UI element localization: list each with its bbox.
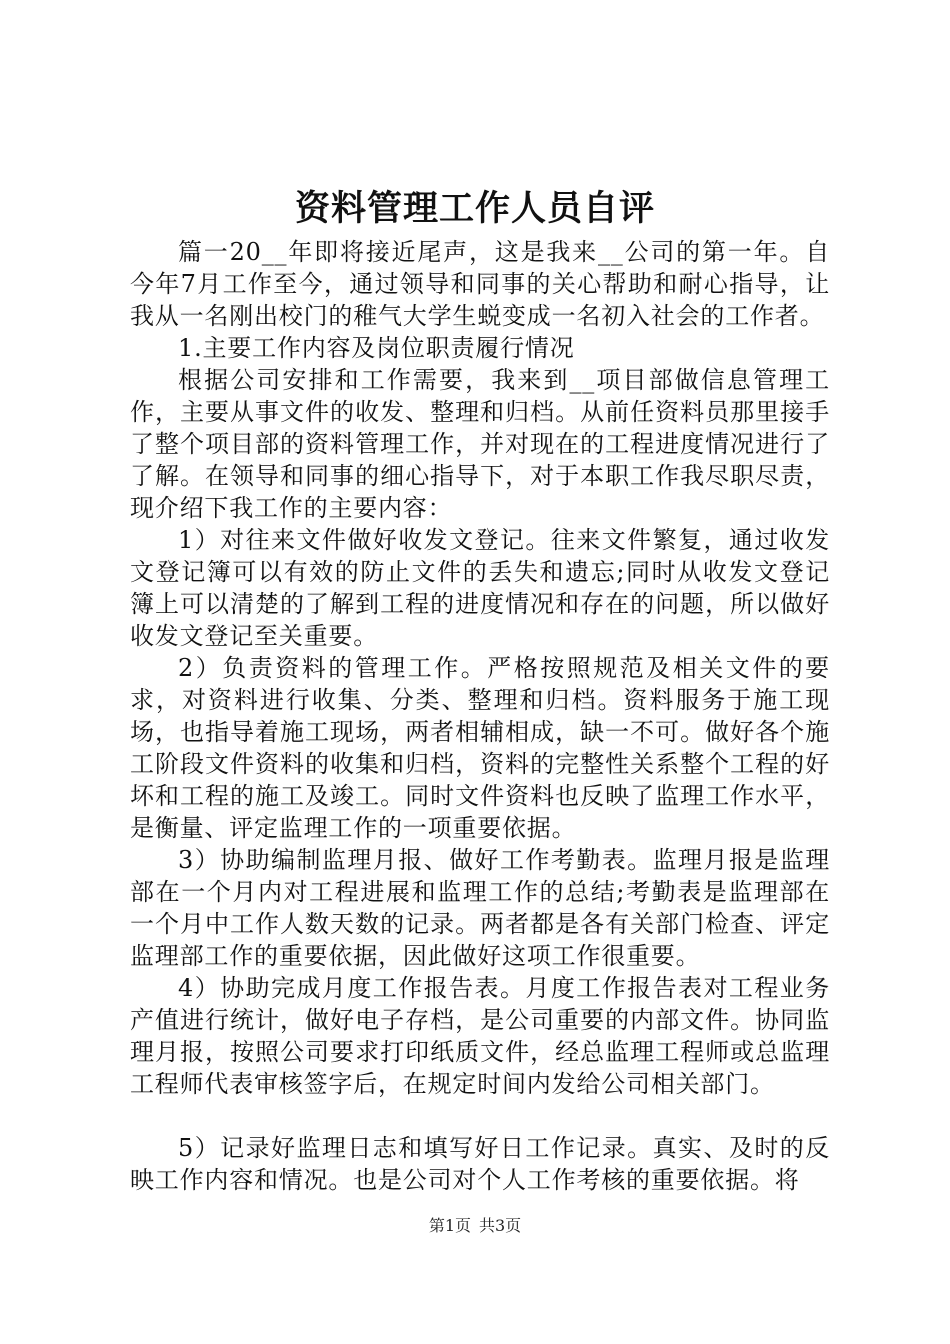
document-body — [130, 236, 830, 1196]
page-number-total: 共3页 — [479, 1216, 522, 1235]
section-heading-main-duties: 1.主要工作内容及岗位职责履行情况 — [178, 334, 575, 362]
paragraph-intro: 篇一20__年即将接近尾声，这是我来__公司的第一年。自今年7月工作至今，通过领导和同事的关心帮助和耐心指导，让我从一名刚出校门的稚气大学生蜕变成一名初入社会的工作者。 — [130, 238, 830, 330]
paragraph-item-4: 4）协助完成月度工作报告表。月度工作报告表对工程业务产值进行统计，做好电子存档，是公司重要的内部文件。协同监理月报，按照公司要求打印纸质文件，经总监理工程师或总监理工程师代表审核签字后，在规定时间内发给公司相关部门。 — [130, 974, 830, 1098]
paragraph-item-3: 3）协助编制监理月报、做好工作考勤表。监理月报是监理部在一个月内对工程进展和监理工作的总结;考勤表是监理部在一个月中工作人数天数的记录。两者都是各有关部门检查、评定监理部工作的重要依据，因此做好这项工作很重要。 — [130, 846, 830, 970]
paragraph-item-5: 5）记录好监理日志和填写好日工作记录。真实、及时的反映工作内容和情况。也是公司对个人工作考核的重要依据。将 — [130, 1134, 830, 1194]
page-number-current: 第1页 — [428, 1216, 471, 1235]
paragraph-item-2: 2）负责资料的管理工作。严格按照规范及相关文件的要求，对资料进行收集、分类、整理和归档。资料服务于施工现场，也指导着施工现场，两者相辅相成，缺一不可。做好各个施工阶段文件资料的收集和归档，资料的完整性关系整个工程的好坏和工程的施工及竣工。同时文件资料也反映了监理工作水平，是衡量、评定监理工作的一项重要依据。 — [130, 654, 830, 842]
paragraph-work-overview: 根据公司安排和工作需要，我来到__项目部做信息管理工作，主要从事文件的收发、整理和归档。从前任资料员那里接手了整个项目部的资料管理工作，并对现在的工程进度情况进行了了解。在领导和同事的细心指导下，对于本职工作我尽职尽责，现介绍下我工作的主要内容： — [130, 366, 830, 522]
page-footer — [0, 1215, 950, 1237]
document-title: 资料管理工作人员自评 — [294, 188, 655, 229]
paragraph-item-1: 1）对往来文件做好收发文登记。往来文件繁复，通过收发文登记簿可以有效的防止文件的丢失和遗忘;同时从收发文登记簿上可以清楚的了解到工程的进度情况和存在的问题，所以做好收发文登记至关重要。 — [130, 526, 830, 650]
